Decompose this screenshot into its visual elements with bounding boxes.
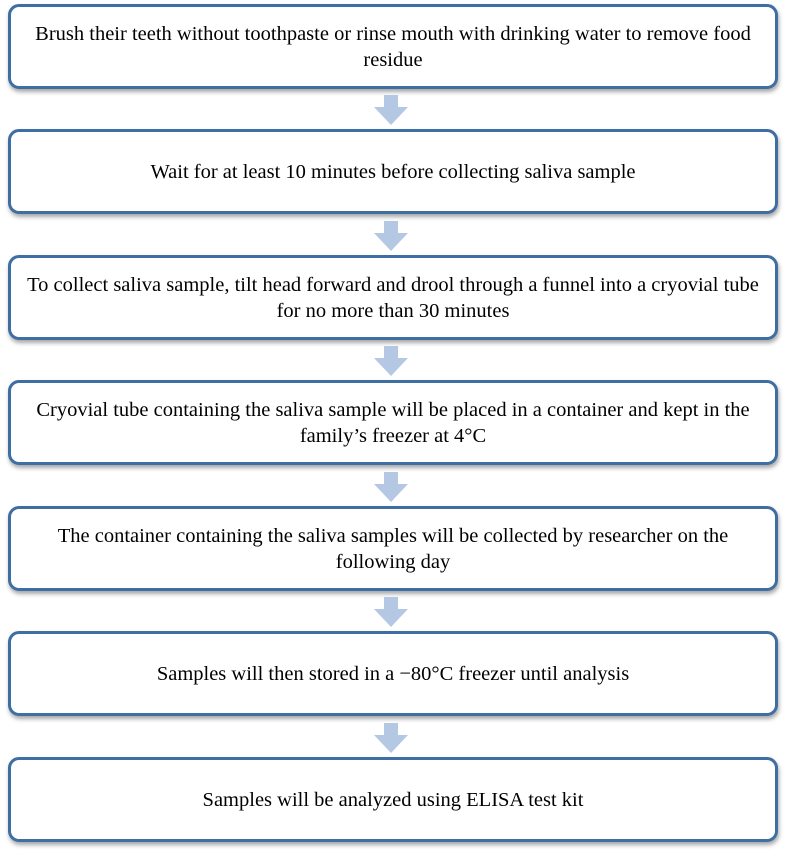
flow-step-6-text: Samples will then stored in a −80°C freezer until analysis: [156, 662, 630, 685]
down-arrow-icon: [374, 221, 408, 251]
down-arrow-icon: [374, 472, 408, 502]
flow-step-1: [8, 4, 778, 89]
down-arrow-icon: [374, 597, 408, 627]
down-arrow-icon: [374, 346, 408, 376]
flow-step-4-text: Cryovial tube containing the saliva sample will be placed in a container and kept in the family’s freezer at 4°C: [36, 398, 750, 447]
flow-step-3: [8, 255, 778, 340]
flow-step-2-text: Wait for at least 10 minutes before collecting saliva sample: [150, 160, 636, 183]
flow-step-7: [8, 757, 778, 842]
down-arrow-icon: [374, 723, 408, 753]
flow-step-5-text: The container containing the saliva samples will be collected by researcher on the following day: [57, 524, 729, 573]
flow-step-7-text: Samples will be analyzed using ELISA test kit: [202, 788, 584, 811]
flow-step-1-text: Brush their teeth without toothpaste or rinse mouth with drinking water to remove food residue: [35, 22, 751, 71]
flow-step-2: [8, 129, 778, 214]
flow-step-3-text: To collect saliva sample, tilt head forward and drool through a funnel into a cryovial tube for no more than 30 minutes: [27, 273, 759, 322]
down-arrow-icon: [374, 95, 408, 125]
flow-step-6: [8, 631, 778, 716]
flow-step-4: [8, 380, 778, 465]
flow-step-5: [8, 506, 778, 591]
